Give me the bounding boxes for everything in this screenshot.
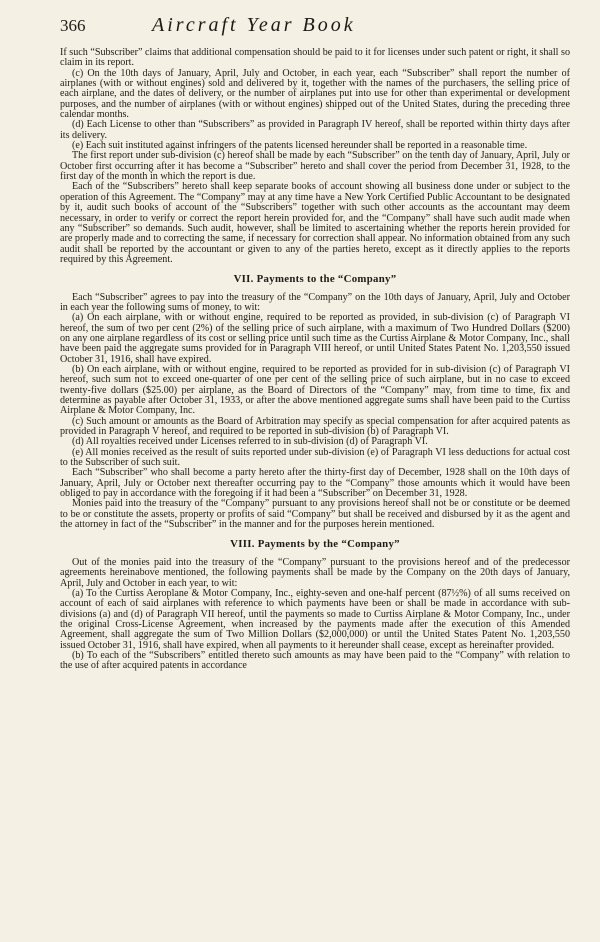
page-number: 366 [60, 16, 86, 35]
paragraph: (e) Each suit instituted against infringers of the patents licensed hereunder shall be reported in a reasonable time. [72, 140, 528, 152]
section-heading: VIII. Payments by the “Company” [230, 538, 400, 551]
paragraph: (c) Such amount or amounts as the Board of Arbitration may specify as special compensation for after acquired patents as provided in Paragraph V hereof, and required to be reported in sub-division (b) of Paragraph VI. [60, 415, 570, 438]
paragraph: The first report under sub-division (c) hereof shall be made by each “Subscriber” on the tenth day of January, April, July or October first occurring after it has become a “Subscriber” hereto and shall cover the period from December 31, 1928, to the first day of the month in which the report is due. [60, 150, 570, 183]
document-body [60, 48, 570, 672]
paragraph: (d) Each License to other than “Subscribers” as provided in Paragraph IV hereof, shall be reported within thirty days after its delivery. [60, 119, 570, 141]
running-title: Aircraft Year Book [152, 14, 356, 36]
page-header [60, 14, 570, 48]
paragraph: (d) All royalties received under Licenses referred to in sub-division (d) of Paragraph VI. [72, 436, 428, 448]
paragraph: If such “Subscriber” claims that additional compensation should be paid to it for licenses under such patent or right, it shall so claim in its report. [60, 47, 570, 69]
paragraph: (c) On the 10th days of January, April, July and October, in each year, each “Subscriber” shall report the number of airplanes (with or without engines) sold and delivered by it, together with the names of the purchasers, the selling price of each airplane, and the dates of delivery, or the number of airplanes put into use for other than experimental or development purposes, and the number of airplanes (with or without engines) shipped out of the United States, during the preceding three calendar months. [60, 67, 570, 121]
paragraph: (a) To the Curtiss Aeroplane & Motor Company, Inc., eighty-seven and one-half percent (87½%) of all sums received on account of each of said airplanes with reference to which payments have been or shall be made in accordance with sub-divisions (a) and (d) of Paragraph VII hereof, until the payments so made to Curtiss Airplane & Motor Company, Inc., under the original Cross-License Agreement, when increased by the payments made after the execution of this Amended Agreement, shall aggregate the sum of Two Million Dollars ($2,000,000) or until the United States Patent No. 1,203,550 issued October 31, 1916, shall have expired, when all payments to it hereunder shall cease, except as hereinafter provided. [60, 587, 570, 651]
section-heading: VII. Payments to the “Company” [233, 273, 397, 286]
paragraph: Out of the monies paid into the treasury of the “Company” pursuant to the provisions hereof and of the predecessor agreements hereinabove mentioned, the following payments shall be made by the Company on the 20th days of January, April, July and October in each year, to wit: [60, 556, 570, 589]
paragraph: Monies paid into the treasury of the “Company” pursuant to any provisions hereof shall not be or constitute or be deemed to be or constitute the assets, property or profits of said “Company” but shall be received and disbursed by it as the agent and the attorney in fact of the “Subscriber” in the manner and for the purposes herein mentioned. [60, 498, 570, 531]
paragraph: Each “Subscriber” who shall become a party hereto after the thirty-first day of December, 1928 shall on the 10th days of January, April, July or October next thereafter occurring pay to the “Company” those amounts which it would have been obliged to pay in accordance with the foregoing if it had been a “Subscriber” on December 31, 1928. [60, 467, 570, 500]
paragraph: Each “Subscriber” agrees to pay into the treasury of the “Company” on the 10th days of January, April, July and October in each year the following sums of money, to wit: [60, 291, 570, 313]
paragraph: (b) To each of the “Subscribers” entitled thereto such amounts as may have been paid to the “Company” with relation to the use of after acquired patents in accordance [60, 649, 570, 672]
paragraph: (a) On each airplane, with or without engine, required to be reported as provided, in sub-division (c) of Paragraph VI hereof, the sum of two per cent (2%) of the selling price of such airplane, with a maximum of Two Hundred Dollars ($200) on any one airplane regardless of its cost or selling price until such time as the Curtiss Airplane & Motor Company, Inc., shall have been paid the aggregate sums provided for in Paragraph VIII hereof, or until United States Patent No. 1,203,550 issued October 31, 1916, shall have expired. [60, 312, 570, 365]
paragraph: (b) On each airplane, with or without engine, required to be reported as provided for in sub-division (c) of Paragraph VI hereof, such sum not to exceed one-quarter of one per cent of the selling price of such airplane, but in no case to exceed twenty-five dollars ($25.00) per airplane, as the Board of Directors of the “Company” may, from time to time, fix and determine as payable after October 31, 1933, or after the above mentioned aggregate sums shall have been paid to the Curtiss Airplane & Motor Company, Inc. [60, 363, 570, 417]
paragraph: Each of the “Subscribers” hereto shall keep separate books of account showing all business done under or subject to the operation of this Agreement. The “Company” may at any time have a New York Certified Public Accountant to be designated by it, audit such books of account of the “Subscribers” together with such other accounts as the accountant may deem necessary, in order to verify or correct the report herein provided for, and the “Company” shall have such audit made when any “Subscriber” so demands. Such audit, however, shall be limited to ascertaining whether the reports herein provided for are properly made and to correcting the same, if necessary for correction shall appear. No information obtained from any such audit shall be reported by the accountant or given to any of the parties hereto, except as it directly applies to the reports required by this Agreement. [60, 181, 570, 265]
paragraph: (e) All monies received as the result of suits reported under sub-division (e) of Paragraph VI less deductions for actual cost to the Subscriber of such suit. [60, 446, 570, 469]
